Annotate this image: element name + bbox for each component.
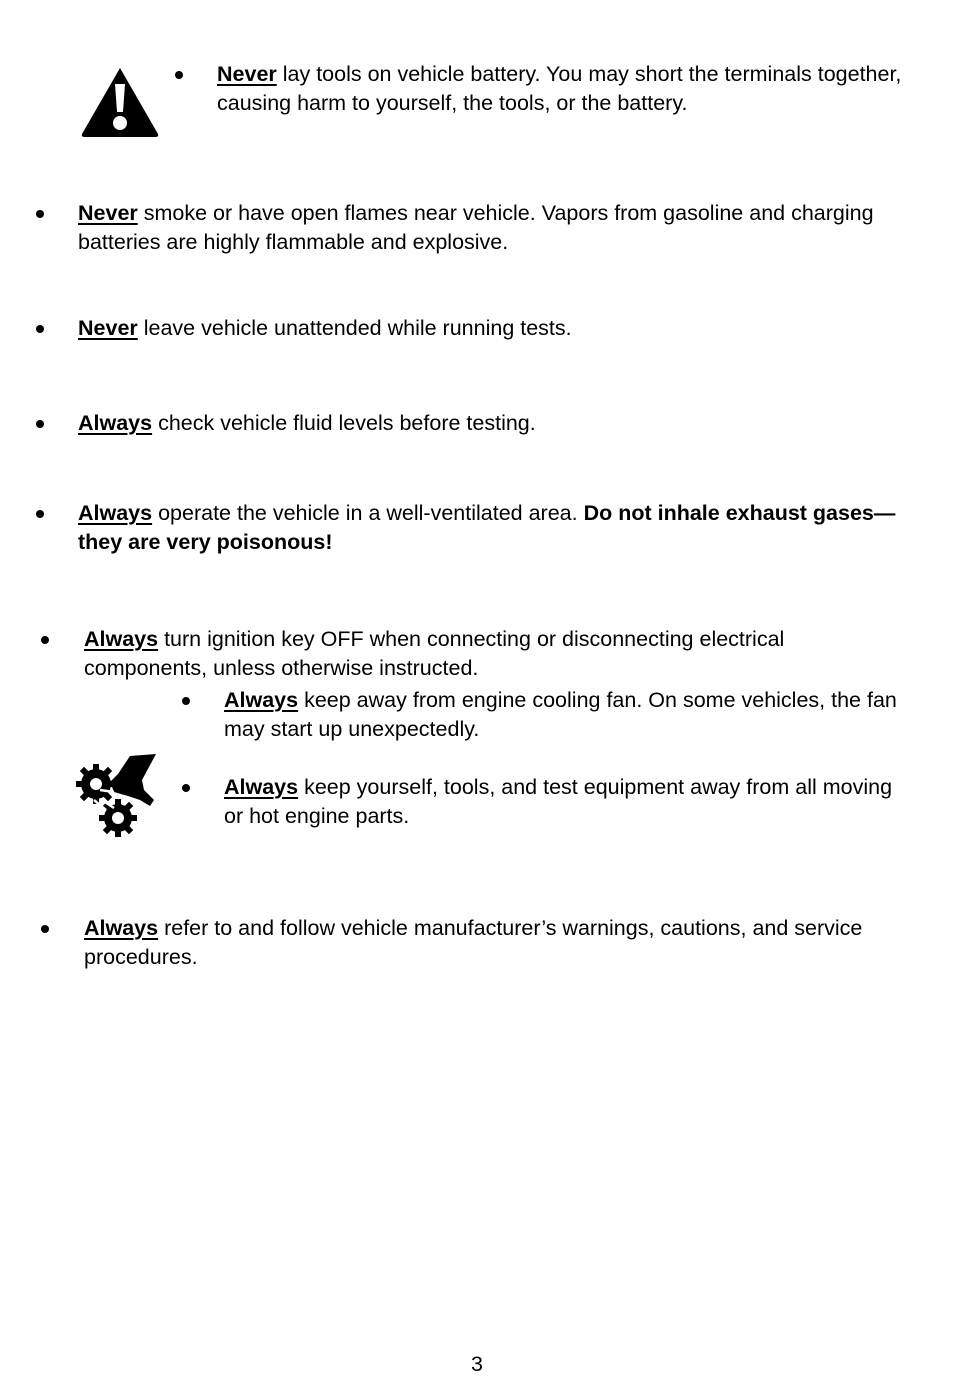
item-text: lay tools on vehicle battery. You may short the terminals together, causing harm to yourself, the tools, or the battery. bbox=[217, 62, 902, 115]
keyword-never: Never bbox=[217, 62, 277, 86]
keyword-always: Always bbox=[224, 688, 299, 712]
keyword-always: Always bbox=[78, 501, 153, 525]
keyword-always: Always bbox=[84, 627, 159, 651]
item-text: refer to and follow vehicle manufacturer’s warnings, cautions, and service procedures. bbox=[84, 916, 863, 969]
keyword-always: Always bbox=[224, 775, 299, 799]
warning-triangle-icon bbox=[80, 66, 160, 138]
list-item bbox=[78, 314, 908, 343]
bullet bbox=[36, 510, 44, 518]
bullet bbox=[36, 325, 44, 333]
keyword-never: Never bbox=[78, 316, 138, 340]
item-text: keep yourself, tools, and test equipment away from all moving or hot engine parts. bbox=[224, 775, 893, 828]
moving-parts-hand-gears-icon bbox=[70, 752, 158, 840]
item-text: turn ignition key OFF when connecting or disconnecting electrical components, unless otherwise instructed. bbox=[84, 627, 785, 680]
keyword-always: Always bbox=[84, 916, 159, 940]
bullet bbox=[182, 784, 190, 792]
list-item bbox=[78, 199, 908, 257]
bullet bbox=[36, 420, 44, 428]
page-number: 3 bbox=[471, 1352, 483, 1376]
list-item bbox=[84, 625, 904, 683]
item-text: keep away from engine cooling fan. On some vehicles, the fan may start up unexpectedly. bbox=[224, 688, 897, 741]
list-item bbox=[224, 773, 914, 831]
item-text: check vehicle fluid levels before testing. bbox=[152, 411, 536, 435]
bullet bbox=[182, 697, 190, 705]
bullet bbox=[36, 210, 44, 218]
list-item bbox=[224, 686, 914, 744]
bullet bbox=[41, 636, 49, 644]
list-item bbox=[217, 60, 907, 118]
emphasis-text: Do not inhale exhaust gases—they are very poisonous! bbox=[78, 501, 896, 554]
bullet bbox=[175, 71, 183, 79]
keyword-always: Always bbox=[78, 411, 153, 435]
list-item bbox=[78, 409, 908, 438]
list-item bbox=[84, 914, 904, 972]
bullet bbox=[41, 925, 49, 933]
item-text: smoke or have open flames near vehicle. Vapors from gasoline and charging batteries are highly flammable and explosive. bbox=[78, 201, 874, 254]
item-text: operate the vehicle in a well-ventilated area. bbox=[152, 501, 584, 525]
item-text: leave vehicle unattended while running tests. bbox=[137, 316, 572, 340]
keyword-never: Never bbox=[78, 201, 138, 225]
list-item bbox=[78, 499, 908, 557]
